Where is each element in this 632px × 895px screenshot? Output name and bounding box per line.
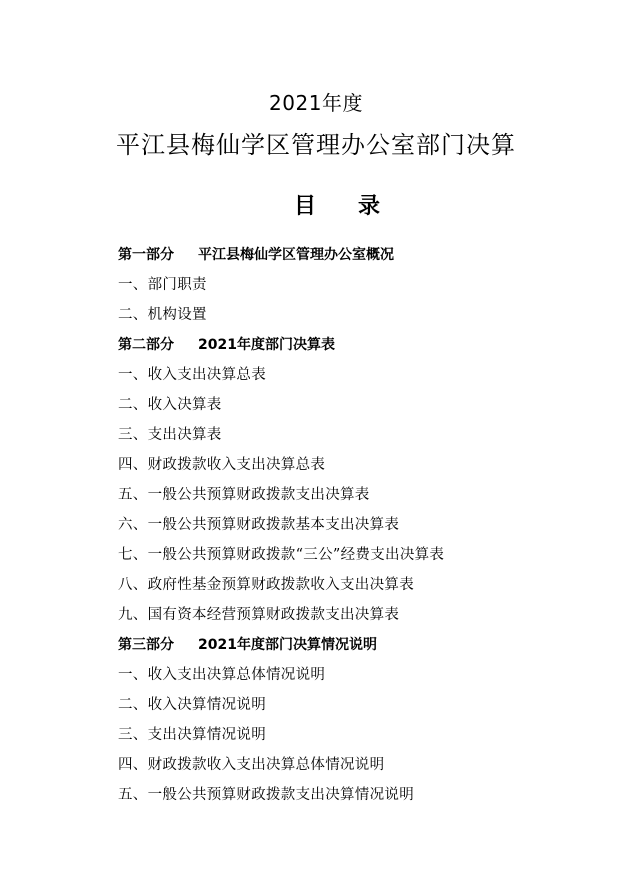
toc-item: 一、收入支出决算总体情况说明 — [118, 667, 326, 683]
toc-item: 七、一般公共预算财政拨款“三公”经费支出决算表 — [118, 547, 445, 563]
toc-item: 九、国有资本经营预算财政拨款支出决算表 — [118, 607, 400, 623]
toc-section-number: 第三部分 — [118, 637, 174, 653]
table-of-contents — [118, 240, 538, 810]
toc-item: 二、收入决算表 — [118, 397, 222, 413]
toc-item: 八、政府性基金预算财政拨款收入支出决算表 — [118, 577, 414, 593]
toc-item: 四、财政拨款收入支出决算总表 — [118, 457, 326, 473]
toc-section-title: 2021年度部门决算表 — [198, 337, 335, 353]
toc-section-part2 — [118, 330, 538, 360]
toc-item: 一、部门职责 — [118, 277, 207, 293]
toc-item: 二、收入决算情况说明 — [118, 697, 266, 713]
toc-section-part3 — [118, 630, 538, 660]
toc-item: 五、一般公共预算财政拨款支出决算情况说明 — [118, 787, 414, 803]
toc-section-number: 第二部分 — [118, 337, 174, 353]
toc-section-part1 — [118, 240, 538, 270]
toc-item: 六、一般公共预算财政拨款基本支出决算表 — [118, 517, 400, 533]
toc-section-title: 平江县梅仙学区管理办公室概况 — [198, 247, 394, 263]
toc-item: 三、支出决算表 — [118, 427, 222, 443]
toc-section-title: 2021年度部门决算情况说明 — [198, 637, 377, 653]
toc-heading-char-2: 录 — [358, 194, 381, 219]
document-year-title: 2021年度 — [269, 91, 363, 115]
toc-item: 二、机构设置 — [118, 307, 207, 323]
document-main-title: 平江县梅仙学区管理办公室部门决算 — [116, 131, 516, 159]
toc-item: 三、支出决算情况说明 — [118, 727, 266, 743]
toc-section-number: 第一部分 — [118, 247, 174, 263]
toc-item: 一、收入支出决算总表 — [118, 367, 266, 383]
toc-item: 四、财政拨款收入支出决算总体情况说明 — [118, 757, 385, 773]
toc-heading-char-1: 目 — [294, 194, 317, 219]
toc-item: 五、一般公共预算财政拨款支出决算表 — [118, 487, 370, 503]
